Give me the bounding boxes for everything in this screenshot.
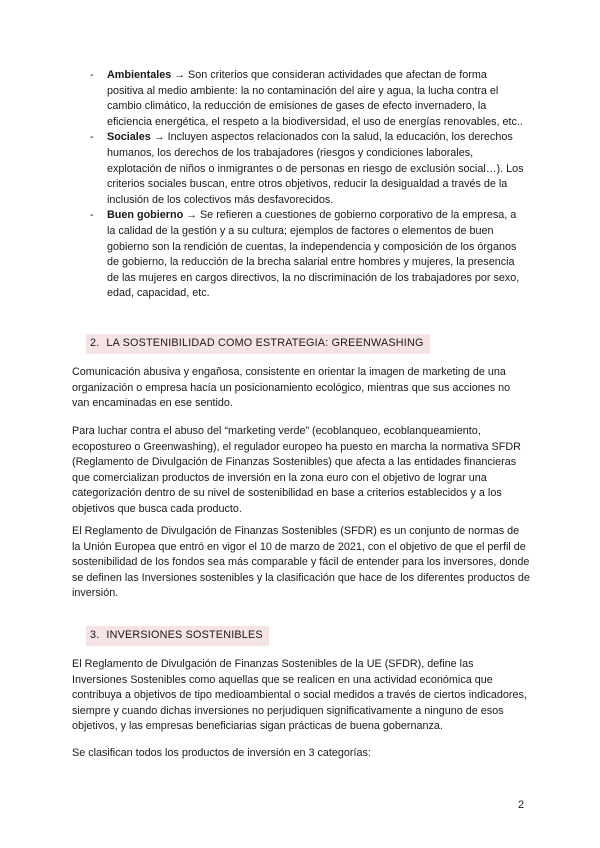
criterion-item-sociales <box>86 130 526 208</box>
criterion-text: Se refieren a cuestiones de gobierno corporativo de la empresa, a la calidad de la gestión y a su cultura; ejemplos de factores o elementos de buen gobierno son la rendición de cuentas, la independencia y composición de los órganos de gobierno, la reducción de la brecha salarial entre hombres y mujeres, la presencia de las mujeres en cargos directivos, la no discriminación de los trabajadores por sexo, edad, capacidad, etc. <box>107 209 520 300</box>
criterion-text: Son criterios que consideran actividades que afectan de forma positiva al medio ambiente: la no contaminación del aire y agua, la lucha contra el cambio climático, la reducción de emisiones de gases de efecto invernadero, la eficiencia energética, el respeto a la biodiversidad, el uso de energías renovables, etc.. <box>107 69 523 128</box>
paragraph: Se clasifican todos los productos de inversión en 3 categorías: <box>72 747 371 759</box>
section-number: 2. <box>90 337 100 349</box>
bullet-dash: - <box>90 69 94 81</box>
section-number: 3. <box>90 629 100 641</box>
paragraph: Para luchar contra el abuso del “marketing verde” (ecoblanqueo, ecoblanqueamiento, ecopostureo o Greenwashing), el regulador europeo ha puesto en marcha la normativa SFDR (Reglamento de Divulgación de Finanzas Sostenibles) que afecta a las entidades financieras que comercializan productos de inversión en la zona euro con el objetivo de lograr una categorización dentro de su nivel de sostenibilidad en base a criterios establecidos y a los objetivos que busca cada producto. <box>72 425 521 515</box>
bullet-dash: - <box>90 131 94 144</box>
criterion-item-buen-gobierno <box>86 208 526 302</box>
section-title: LA SOSTENIBILIDAD COMO ESTRATEGIA: GREENWASHING <box>106 337 424 349</box>
criterion-title: Buen gobierno <box>107 209 184 222</box>
criterion-item-ambientales <box>86 68 526 130</box>
arrow-glyph: → <box>153 131 165 144</box>
section-heading-greenwashing <box>86 334 430 354</box>
paragraph: Comunicación abusiva y engañosa, consistente en orientar la imagen de marketing de una organización o empresa hacía un posicionamiento ecológico, mientras que sus acciones no van encaminadas en ese sentido. <box>72 366 511 410</box>
paragraph: El Reglamento de Divulgación de Finanzas Sostenibles (SFDR) es un conjunto de normas de la Unión Europea que entró en vigor el 10 de marzo de 2021, con el objetivo de que el perfil de sostenibilidad de los fondos sea más comparable y fácil de entender para los inversores, donde se definen las Inversiones sostenibles y la clasificación que hace de los diferentes productos de inversión. <box>72 525 530 600</box>
paragraph: El Reglamento de Divulgación de Finanzas Sostenibles de la UE (SFDR), define las Inversiones Sostenibles como aquellas que se realicen en una actividad económica que contribuya a objetivos de tipo medioambiental o social medidos a través de ciertos indicadores, siempre y cuando dichas inversiones no perjudiquen significativamente a ninguno de esos objetivos, y las empresas beneficiarias sigan prácticas de buena gobernanza. <box>72 658 527 733</box>
esg-criteria-list <box>86 68 526 302</box>
page-number: 2 <box>518 799 525 811</box>
section-title: INVERSIONES SOSTENIBLES <box>106 629 263 641</box>
arrow-glyph: → <box>186 209 197 222</box>
section-heading-inversiones-sostenibles <box>86 626 269 646</box>
criterion-title: Ambientales <box>107 69 172 81</box>
criterion-title: Sociales <box>107 131 151 144</box>
bullet-dash: - <box>90 209 94 222</box>
arrow-glyph: → <box>174 69 185 81</box>
criterion-text: Incluyen aspectos relacionados con la salud, la educación, los derechos humanos, los derechos de los trabajadores (riesgos y condiciones laborales, explotación de niños o inmigrantes o de personas en riesgo de exclusión social…). Los criterios sociales buscan, entre otros objetivos, reducir la desigualdad a través de la inclusión de los colectivos más desfavorecidos. <box>107 131 524 206</box>
